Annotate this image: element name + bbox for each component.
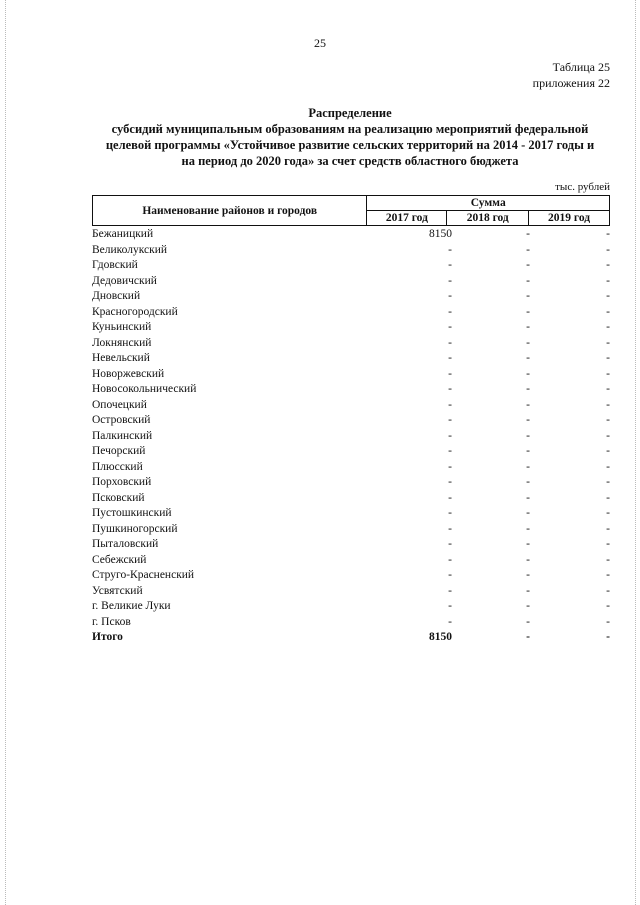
table-row (92, 227, 610, 243)
table-row (92, 475, 610, 491)
value-2017: - (448, 553, 452, 566)
value-2018: - (526, 476, 530, 488)
district-name: Псковский (92, 491, 145, 504)
header-sum-cell: Сумма (367, 196, 610, 211)
value-2019: - (606, 243, 610, 256)
value-2019: - (606, 584, 610, 597)
table-row (92, 367, 610, 383)
value-2017: - (448, 522, 452, 535)
value-2019: - (606, 538, 610, 550)
district-name: Пустошкинский (92, 507, 172, 519)
value-2018: - (526, 243, 530, 256)
value-2017: - (448, 584, 452, 597)
value-2018: - (526, 569, 530, 581)
value-2018: - (526, 429, 530, 442)
value-2019: - (606, 631, 610, 643)
value-2017: - (448, 600, 452, 612)
value-2019: - (606, 228, 610, 240)
district-name: Невельский (92, 352, 150, 364)
value-2018: - (526, 383, 530, 395)
value-2019: - (606, 259, 610, 271)
value-2019: - (606, 569, 610, 581)
value-2018: - (526, 414, 530, 426)
value-2017: - (448, 243, 452, 256)
table-row (92, 243, 610, 259)
table-row (92, 506, 610, 522)
value-2017: - (448, 321, 452, 333)
value-2017: - (448, 398, 452, 411)
value-2017: - (448, 383, 452, 395)
district-name: Плюсский (92, 460, 143, 473)
value-2019: - (606, 460, 610, 473)
value-2018: - (526, 460, 530, 473)
value-2017: - (448, 538, 452, 550)
table-row (92, 305, 610, 321)
header-year-2018: 2018 год (447, 211, 529, 226)
value-2017: - (448, 460, 452, 473)
title-line-3: целевой программы «Устойчивое развитие сельских территорий на 2014 - 2017 годы и (105, 138, 595, 152)
district-name: Бежаницкий (92, 228, 154, 240)
table-row (92, 584, 610, 600)
value-2019: - (606, 491, 610, 504)
table-reference (533, 59, 610, 91)
district-name: Итого (92, 631, 123, 643)
value-2017: - (448, 491, 452, 504)
value-2017: - (448, 429, 452, 442)
value-2018: - (526, 274, 530, 287)
district-name: г. Псков (92, 615, 131, 628)
title-line-2: субсидий муниципальным образованиям на реализацию мероприятий федеральной (111, 122, 589, 136)
value-2018: - (526, 522, 530, 535)
value-2018: - (526, 336, 530, 349)
value-2019: - (606, 336, 610, 349)
value-2018: - (526, 305, 530, 318)
value-2017: - (448, 615, 452, 628)
value-2017: - (448, 569, 452, 581)
table-row (92, 537, 610, 553)
value-2019: - (606, 367, 610, 380)
value-2017: - (448, 259, 452, 271)
scan-edge-left (5, 0, 6, 905)
value-2019: - (606, 522, 610, 535)
table-row (92, 599, 610, 615)
district-name: Островский (92, 414, 151, 426)
district-name: Гдовский (92, 259, 138, 271)
table-row (92, 429, 610, 445)
value-2018: - (526, 228, 530, 240)
title-line-1: Распределение (308, 106, 392, 120)
district-name: Порховский (92, 476, 152, 488)
table-row (92, 274, 610, 290)
value-2019: - (606, 352, 610, 364)
value-2018: - (526, 259, 530, 271)
value-2017: - (448, 290, 452, 302)
table-row (92, 351, 610, 367)
table-row (92, 320, 610, 336)
value-2018: - (526, 352, 530, 364)
table-row (92, 382, 610, 398)
value-2018: - (526, 553, 530, 566)
table-row (92, 568, 610, 584)
header-year-2019: 2019 год (529, 211, 610, 226)
district-name: г. Великие Луки (92, 600, 171, 612)
value-2019: - (606, 274, 610, 287)
value-2018: - (526, 367, 530, 380)
table-row (92, 444, 610, 460)
district-name: Усвятский (92, 584, 143, 597)
value-2019: - (606, 553, 610, 566)
table-row (92, 413, 610, 429)
district-name: Куньинский (92, 321, 152, 333)
district-name: Красногородский (92, 305, 178, 318)
page-number: 25 (314, 36, 326, 50)
value-2018: - (526, 290, 530, 302)
value-2019: - (606, 507, 610, 519)
district-name: Новосокольнический (92, 383, 197, 395)
value-2018: - (526, 584, 530, 597)
table-row (92, 289, 610, 305)
units-label: тыс. рублей (555, 181, 610, 193)
value-2017: - (448, 507, 452, 519)
district-name: Печорский (92, 445, 146, 457)
district-name: Пыталовский (92, 538, 159, 550)
district-name: Опочецкий (92, 398, 147, 411)
value-2019: - (606, 290, 610, 302)
value-2017: - (448, 445, 452, 457)
header-year-2017: 2017 год (367, 211, 447, 226)
value-2019: - (606, 615, 610, 628)
table-body (92, 227, 610, 646)
district-name: Великолукский (92, 243, 168, 256)
value-2017: - (448, 305, 452, 318)
value-2018: - (526, 631, 530, 643)
value-2017: - (448, 352, 452, 364)
district-name: Себежский (92, 553, 147, 566)
district-name: Палкинский (92, 429, 153, 442)
value-2019: - (606, 414, 610, 426)
value-2017: - (448, 336, 452, 349)
value-2017: 8150 (429, 631, 452, 643)
value-2018: - (526, 615, 530, 628)
value-2019: - (606, 321, 610, 333)
table-row (92, 460, 610, 476)
value-2019: - (606, 429, 610, 442)
value-2018: - (526, 600, 530, 612)
value-2018: - (526, 491, 530, 504)
table-row (92, 258, 610, 274)
title-line-4: на период до 2020 года» за счет средств областного бюджета (181, 154, 519, 168)
value-2017: - (448, 274, 452, 287)
table-header (92, 195, 610, 226)
value-2019: - (606, 476, 610, 488)
document-title (70, 105, 630, 169)
value-2018: - (526, 445, 530, 457)
table-row (92, 336, 610, 352)
value-2019: - (606, 600, 610, 612)
district-name: Локнянский (92, 336, 152, 349)
value-2019: - (606, 383, 610, 395)
table-row (92, 522, 610, 538)
total-row (92, 630, 610, 646)
value-2018: - (526, 538, 530, 550)
table-row (92, 398, 610, 414)
value-2017: - (448, 367, 452, 380)
scan-edge-right (635, 0, 636, 905)
value-2019: - (606, 398, 610, 411)
value-2017: - (448, 414, 452, 426)
table-ref-line-1: Таблица 25 (552, 60, 610, 74)
table-row (92, 615, 610, 631)
value-2019: - (606, 305, 610, 318)
value-2019: - (606, 445, 610, 457)
district-name: Пушкиногорский (92, 522, 178, 535)
value-2018: - (526, 321, 530, 333)
district-name: Струго-Красненский (92, 569, 195, 581)
value-2018: - (526, 398, 530, 411)
value-2018: - (526, 507, 530, 519)
value-2017: - (448, 476, 452, 488)
header-name-cell: Наименование районов и городов (93, 196, 367, 226)
district-name: Дедовичский (92, 274, 157, 287)
table-ref-line-2: приложения 22 (532, 76, 610, 90)
table-row (92, 491, 610, 507)
value-2017: 8150 (429, 228, 452, 240)
table-row (92, 553, 610, 569)
district-name: Дновский (92, 290, 141, 302)
district-name: Новоржевский (92, 367, 165, 380)
